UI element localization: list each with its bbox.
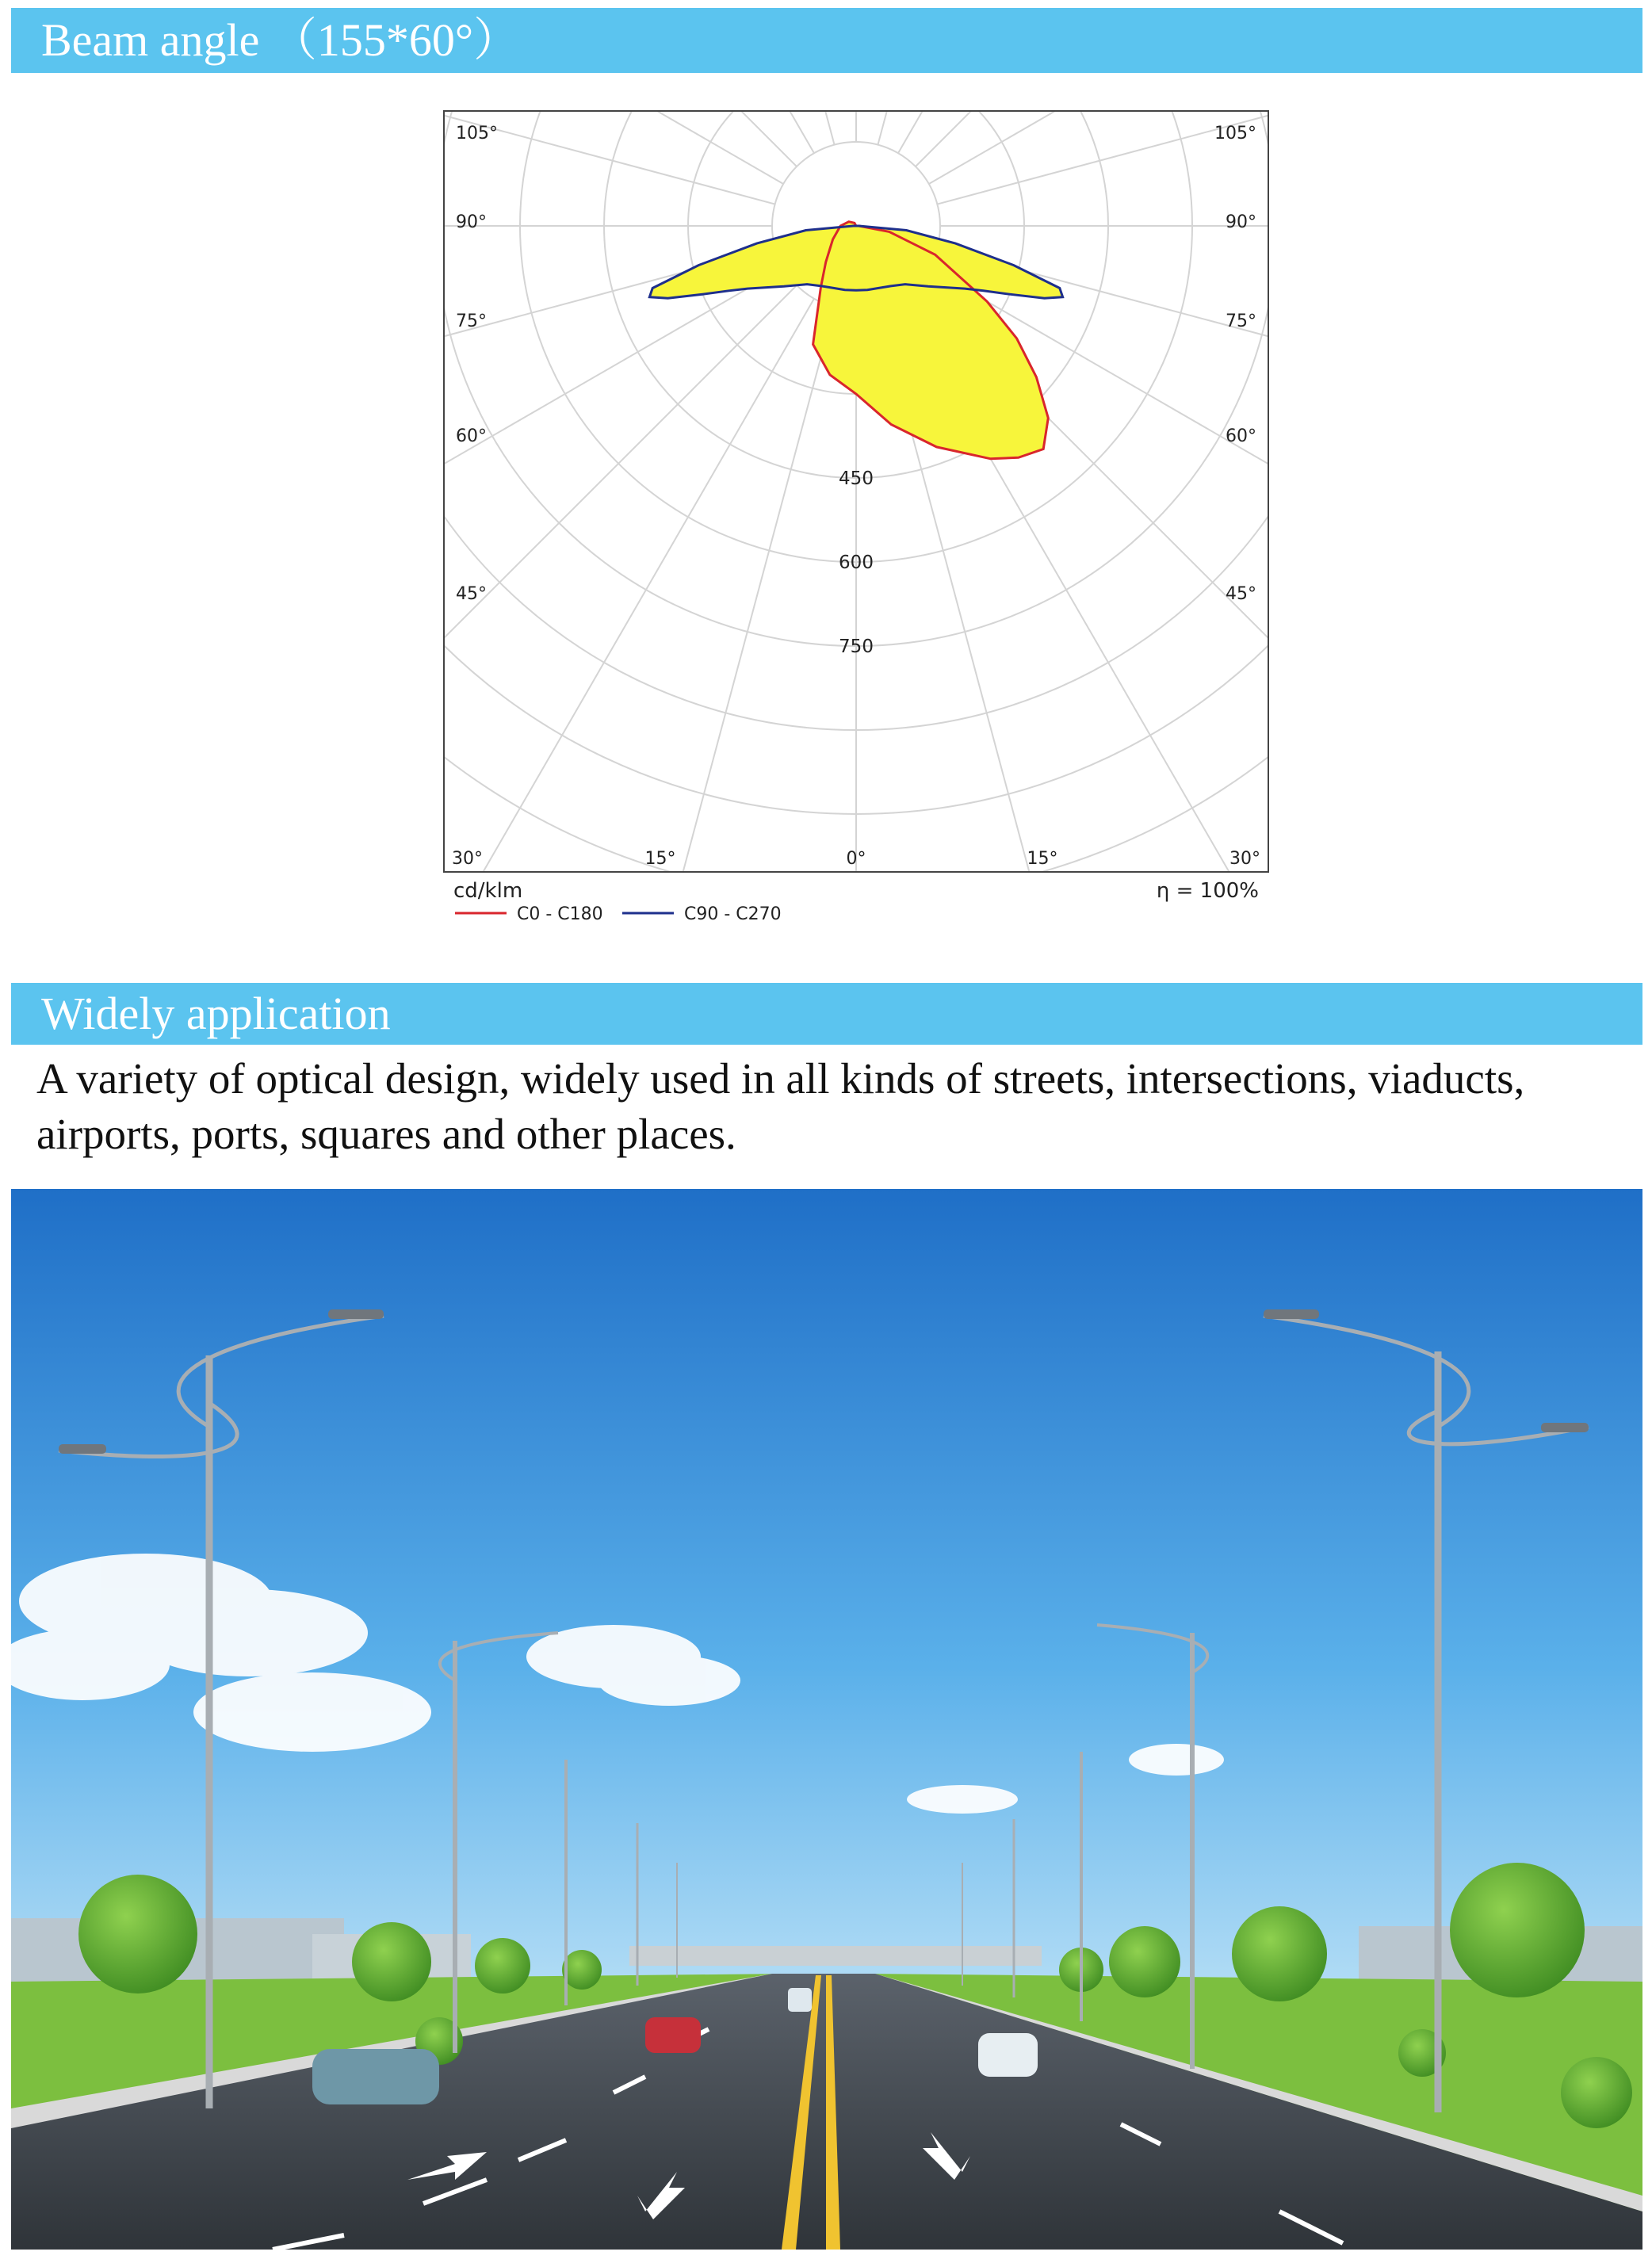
angle-label: 105° xyxy=(1214,124,1256,143)
beam-angle-title: Beam angle （155*60°） xyxy=(41,14,520,66)
angle-label: 45° xyxy=(1226,584,1256,604)
polar-chart xyxy=(428,103,1284,935)
legend-label: C0 - C180 xyxy=(517,904,603,924)
angle-label: 60° xyxy=(456,426,487,446)
efficiency-label: η = 100% xyxy=(1156,879,1259,903)
unit-label: cd/klm xyxy=(453,879,523,903)
beam-angle-banner xyxy=(11,8,1642,73)
application-banner xyxy=(11,983,1642,1045)
angle-label: 105° xyxy=(456,124,498,143)
application-description: A variety of optical design, widely used in all kinds of streets, intersections, viaducts, airports, ports, squares and other places. xyxy=(36,1054,1525,1158)
angle-label: 15° xyxy=(644,849,676,869)
angle-label: 0° xyxy=(846,849,866,869)
angle-label: 15° xyxy=(1027,849,1058,869)
polar-chart-svg xyxy=(428,103,1284,935)
angle-label: 45° xyxy=(456,584,487,604)
application-title: Widely application xyxy=(41,988,391,1039)
angle-label: 90° xyxy=(1226,212,1256,232)
legend-label: C90 - C270 xyxy=(684,904,782,924)
angle-label: 75° xyxy=(456,312,487,331)
street-lights-photo xyxy=(11,1189,1642,2250)
angle-label: 75° xyxy=(1226,312,1256,331)
radial-tick-label: 450 xyxy=(839,468,874,489)
angle-label: 90° xyxy=(456,212,487,232)
angle-label: 30° xyxy=(452,849,483,869)
radial-tick-label: 750 xyxy=(839,636,874,657)
radial-tick-label: 600 xyxy=(839,552,874,573)
angle-label: 30° xyxy=(1229,849,1260,869)
angle-label: 60° xyxy=(1226,426,1256,446)
